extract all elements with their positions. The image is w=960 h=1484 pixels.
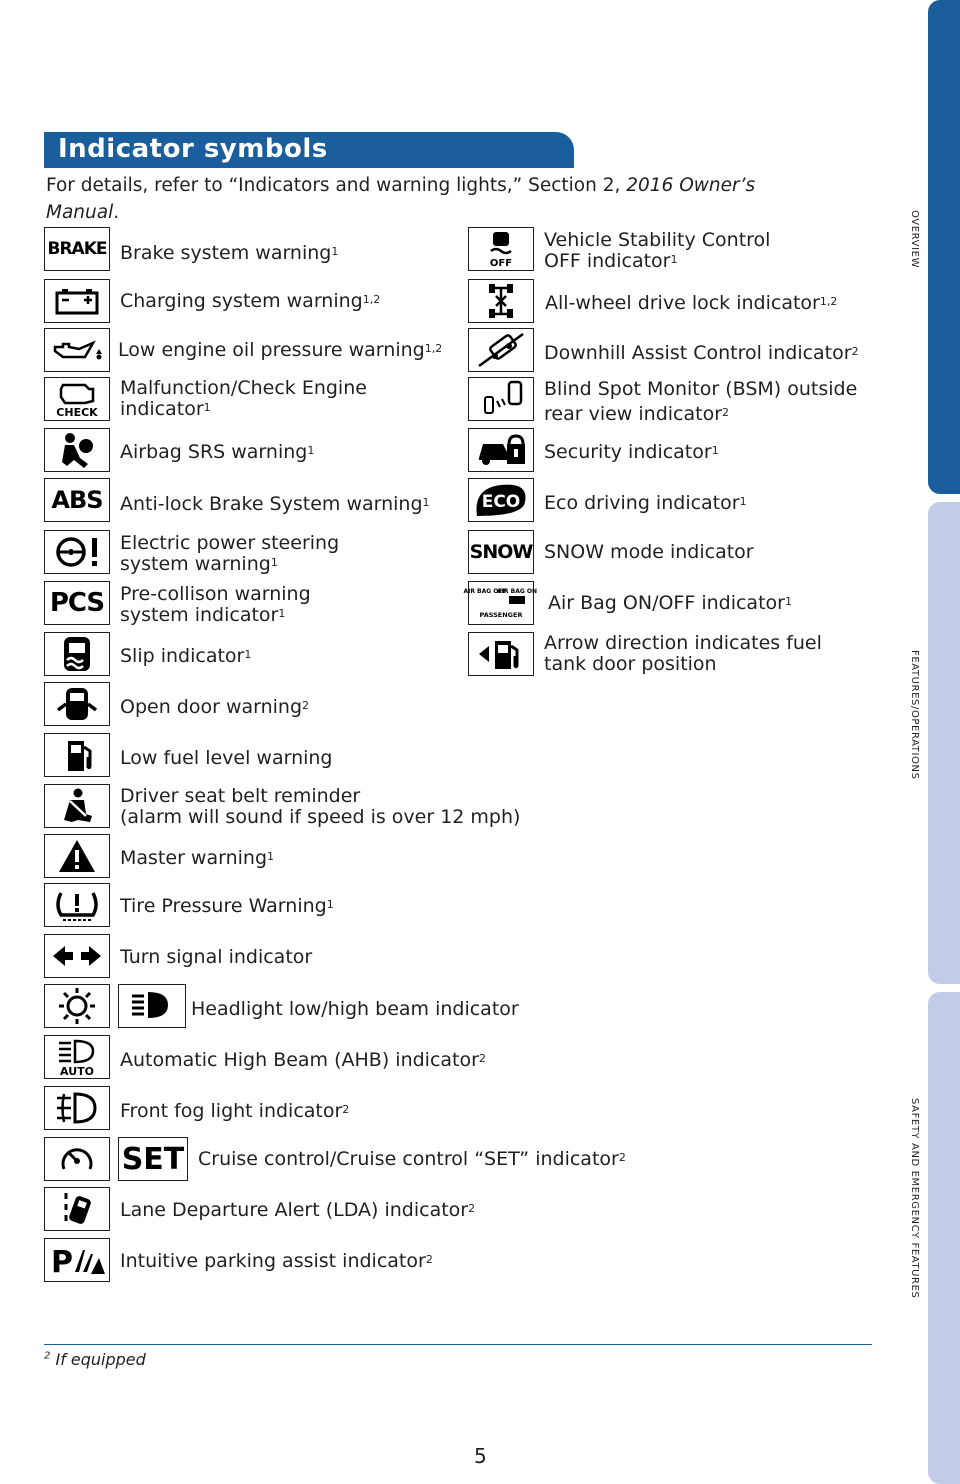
svg-text:P: P (51, 1245, 73, 1280)
page-number: 5 (474, 1444, 487, 1468)
item-vsc-off: Vehicle Stability Control OFF indicator$^1$ (544, 229, 771, 272)
item-eps: Electric power steering system warning$^1$ (120, 532, 340, 575)
fuel-pump-icon (44, 733, 110, 777)
cruise-set-icon: SET (118, 1137, 188, 1181)
seat-belt-icon (44, 784, 110, 828)
snow-mode-icon: SNOW (468, 530, 534, 574)
item-check-engine: Malfunction/Check Engine indicator$^1$ (120, 377, 367, 420)
slip-indicator-icon (44, 632, 110, 676)
tire-pressure-icon (44, 883, 110, 927)
steering-wheel-icon (44, 530, 110, 574)
sidebar-label-features[interactable]: FEATURES/OPERATIONS (909, 650, 920, 780)
intro-end: . (113, 202, 120, 223)
item-abs: Anti-lock Brake System warning$^1$ (120, 493, 430, 515)
manual-title: 2016 Owner’s Manual (46, 175, 756, 223)
footnote: $^2$ If equipped (44, 1350, 146, 1369)
low-beam-icon (44, 984, 110, 1028)
svg-text:AIR BAG OFF: AIR BAG OFF (463, 588, 507, 595)
item-eco: Eco driving indicator$^1$ (544, 492, 747, 514)
item-oil: Low engine oil pressure warning$^{1,2}$ (118, 339, 443, 361)
svg-text:AUTO: AUTO (60, 1065, 94, 1078)
item-airbag-on-off: Air Bag ON/OFF indicator$^1$ (548, 592, 792, 614)
item-bsm: Blind Spot Monitor (BSM) outside rear view indicator$^2$ (544, 378, 858, 425)
item-headlight: Headlight low/high beam indicator (191, 998, 519, 1020)
master-warning-icon (44, 834, 110, 878)
fuel-door-arrow-icon (468, 632, 534, 676)
open-door-icon (44, 682, 110, 726)
item-snow: SNOW mode indicator (544, 541, 754, 563)
intro-paragraph (46, 172, 826, 226)
item-downhill-assist: Downhill Assist Control indicator$^2$ (544, 342, 859, 364)
item-lda: Lane Departure Alert (LDA) indicator$^2$ (120, 1199, 476, 1221)
svg-text:AIR BAG ON: AIR BAG ON (497, 588, 537, 595)
item-master-warning: Master warning$^1$ (120, 847, 275, 869)
brake-warning-icon: BRAKE (44, 227, 110, 271)
item-brake: Brake system warning$^1$ (120, 242, 339, 264)
downhill-assist-icon (468, 328, 534, 372)
oil-can-icon (44, 328, 110, 372)
item-open-door: Open door warning$^2$ (120, 696, 310, 718)
item-low-fuel: Low fuel level warning (120, 747, 333, 769)
battery-icon (44, 279, 110, 323)
vsc-off-icon (468, 227, 534, 271)
sidebar-label-safety[interactable]: SAFETY AND EMERGENCY FEATURES (909, 1098, 920, 1299)
eco-icon (468, 478, 534, 522)
blind-spot-monitor-icon (468, 377, 534, 421)
parking-assist-icon (44, 1238, 110, 1282)
sidebar-tab-overview[interactable] (928, 0, 960, 494)
sidebar-label-overview[interactable]: OVERVIEW (909, 210, 920, 269)
lane-departure-icon (44, 1187, 110, 1231)
auto-high-beam-icon (44, 1035, 110, 1079)
item-turn-signal: Turn signal indicator (120, 946, 313, 968)
item-seat-belt: Driver seat belt reminder (alarm will sound if speed is over 12 mph) (120, 785, 521, 828)
footnote-divider (44, 1344, 872, 1345)
intro-text: For details, refer to “Indicators and warning lights,” Section 2, (46, 175, 627, 196)
item-pcs: Pre-collison warning system indicator$^1$ (120, 583, 311, 626)
item-fog: Front fog light indicator$^2$ (120, 1100, 350, 1122)
svg-text:PASSENGER: PASSENGER (479, 611, 523, 619)
sidebar-tab-features[interactable] (928, 502, 960, 984)
item-airbag: Airbag SRS warning$^1$ (120, 441, 315, 463)
item-security: Security indicator$^1$ (544, 441, 719, 463)
item-tire-pressure: Tire Pressure Warning$^1$ (120, 895, 334, 917)
cruise-control-icon (44, 1137, 110, 1181)
sidebar-tab-safety[interactable] (928, 992, 960, 1484)
security-lock-icon (468, 428, 534, 472)
high-beam-icon (118, 984, 186, 1028)
item-awd-lock: All-wheel drive lock indicator$^{1,2}$ (545, 292, 838, 314)
airbag-srs-icon (44, 428, 110, 472)
section-header (44, 132, 574, 168)
section-title: Indicator symbols (58, 134, 328, 164)
item-slip: Slip indicator$^1$ (120, 645, 252, 667)
item-cruise: Cruise control/Cruise control “SET” indicator$^2$ (198, 1148, 626, 1170)
item-ahb: Automatic High Beam (AHB) indicator$^2$ (120, 1049, 486, 1071)
item-parking-assist: Intuitive parking assist indicator$^2$ (120, 1250, 433, 1272)
pcs-icon: PCS (44, 581, 110, 625)
awd-lock-icon (468, 279, 534, 323)
airbag-on-off-icon (463, 581, 537, 625)
svg-text:OFF: OFF (489, 258, 513, 269)
turn-signal-icon (44, 934, 110, 978)
check-engine-icon (44, 377, 110, 421)
svg-text:CHECK: CHECK (56, 406, 98, 419)
item-fuel-door: Arrow direction indicates fuel tank door position (544, 632, 822, 675)
abs-icon: ABS (44, 478, 110, 522)
fog-light-icon (44, 1086, 110, 1130)
svg-text:ECO: ECO (481, 492, 521, 512)
item-charging: Charging system warning$^{1,2}$ (120, 290, 381, 312)
